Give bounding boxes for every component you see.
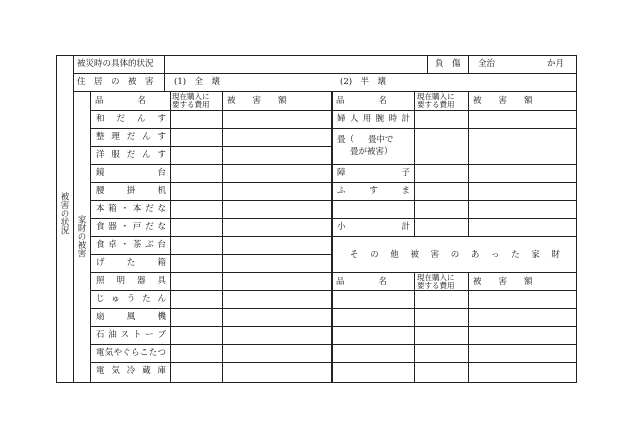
item-kotatsu: 電 気 や ぐ ら こ た つ bbox=[96, 348, 166, 358]
item-tatami-sub: 畳が被害） bbox=[350, 147, 393, 157]
situation-field[interactable] bbox=[165, 58, 427, 72]
rule-left bbox=[90, 146, 332, 147]
item-koshikake-tsukue: 腰 掛 机 bbox=[96, 186, 166, 196]
header-cost-right-line1: 現在購入に bbox=[417, 92, 455, 101]
rule-right bbox=[332, 308, 577, 309]
header-item-lower: 品 名 bbox=[336, 277, 388, 287]
situation-title: 被災時の具体的状況 bbox=[77, 59, 154, 69]
header-cost-lower-line2: 要する費用 bbox=[417, 281, 455, 290]
other-items-title: そ の 他 被 害 の あ っ た 家 財 bbox=[350, 250, 560, 260]
header-damage-right: 被 害 額 bbox=[473, 96, 533, 106]
rule-left bbox=[90, 182, 332, 183]
residence-damage-title: 住 居 の 被 害 bbox=[77, 77, 154, 87]
rule-left bbox=[90, 128, 332, 129]
rule-left bbox=[90, 308, 332, 309]
header-cost-line1: 現在購入に bbox=[172, 92, 210, 101]
rule-left bbox=[90, 326, 332, 327]
damage-status-label: 被害の状況 bbox=[59, 192, 69, 235]
header-item-right: 品 名 bbox=[336, 96, 388, 106]
item-tatami-prefix: 畳（ bbox=[337, 135, 355, 145]
rule-right-item-2 bbox=[414, 272, 415, 383]
item-wa-dansu: 和 だ ん す bbox=[96, 114, 166, 124]
item-wristwatch: 婦 人 用 腕 時 計 bbox=[337, 114, 410, 124]
rule-right-item bbox=[414, 91, 415, 236]
item-subtotal: 小 計 bbox=[337, 222, 410, 232]
border-right bbox=[576, 55, 577, 383]
header-item: 品 名 bbox=[95, 96, 147, 106]
header-cost-right-line2: 要する費用 bbox=[417, 100, 455, 109]
item-shoji: 障 子 bbox=[337, 168, 410, 178]
item-youfuku-dansu: 洋 服 だ ん す bbox=[96, 150, 166, 160]
rule-left bbox=[90, 290, 332, 291]
item-kyoudai: 鏡 台 bbox=[96, 168, 166, 178]
rule-right bbox=[332, 182, 577, 183]
rule-right bbox=[332, 164, 577, 165]
injury-label: 負 傷 bbox=[435, 59, 461, 69]
rule-left bbox=[90, 200, 332, 201]
rule-household-label bbox=[90, 91, 91, 383]
rule-row2 bbox=[73, 91, 577, 92]
rule-right bbox=[332, 128, 577, 129]
header-cost-line2: 要する費用 bbox=[172, 100, 210, 109]
rule-right-cost bbox=[468, 91, 469, 236]
rule-left bbox=[90, 218, 332, 219]
rule-right bbox=[332, 290, 577, 291]
item-reizouko: 電 気 冷 蔵 庫 bbox=[96, 366, 166, 376]
border-bottom bbox=[56, 382, 577, 383]
item-seiri-dansu: 整 理 だ ん す bbox=[96, 132, 166, 142]
rule-outer-label bbox=[73, 55, 74, 383]
border-top bbox=[56, 55, 577, 56]
item-fusuma: ふ す ま bbox=[337, 186, 410, 196]
item-shokutaku: 食 卓 ・ 茶 ぶ 台 bbox=[96, 240, 166, 250]
rule-left bbox=[90, 164, 332, 165]
rule-left-item bbox=[170, 91, 171, 383]
option-half-collapse[interactable]: (2) 半 壊 bbox=[340, 77, 387, 87]
item-senpuuki: 扇 風 機 bbox=[96, 312, 166, 322]
rule-injury-value bbox=[468, 55, 469, 73]
rule-left bbox=[90, 272, 332, 273]
rule-left bbox=[90, 362, 332, 363]
item-sekiyu-stove: 石 油 ス ト ー ブ bbox=[96, 330, 166, 340]
rule-right bbox=[332, 344, 577, 345]
item-tatami-mid: 畳中で bbox=[368, 135, 394, 145]
header-cost-lower-line1: 現在購入に bbox=[417, 273, 455, 282]
rule-left-cost bbox=[222, 91, 223, 383]
injury-value[interactable]: 全治 bbox=[478, 59, 496, 69]
border-left bbox=[56, 55, 57, 383]
rule-right bbox=[332, 200, 577, 201]
rule-right-header bbox=[332, 110, 577, 111]
rule-left bbox=[90, 236, 332, 237]
rule-right-cost-2 bbox=[468, 272, 469, 383]
rule-left-header bbox=[90, 110, 332, 111]
rule-left bbox=[90, 254, 332, 255]
rule-right bbox=[332, 326, 577, 327]
item-getabako: げ た 箱 bbox=[96, 258, 166, 268]
rule-right bbox=[332, 236, 577, 237]
header-damage-lower: 被 害 額 bbox=[473, 277, 533, 287]
rule-center bbox=[331, 91, 333, 383]
rule-right bbox=[332, 362, 577, 363]
rule-left bbox=[90, 344, 332, 345]
option-total-collapse[interactable]: (1) 全 壊 bbox=[174, 77, 221, 87]
item-juutan: じ ゅ う た ん bbox=[96, 294, 166, 304]
rule-right bbox=[332, 218, 577, 219]
item-honbako: 本 箱 ・ 本 だ な bbox=[96, 204, 166, 214]
header-damage: 被 害 額 bbox=[227, 96, 287, 106]
item-shoumei: 照 明 器 具 bbox=[96, 276, 166, 286]
item-shokki: 食 器 ・ 戸 だ な bbox=[96, 222, 166, 232]
rule-row1 bbox=[73, 73, 577, 74]
rule-injury-label bbox=[427, 55, 428, 73]
injury-unit: か月 bbox=[547, 59, 565, 69]
household-damage-label: 家財の被害 bbox=[76, 215, 86, 258]
